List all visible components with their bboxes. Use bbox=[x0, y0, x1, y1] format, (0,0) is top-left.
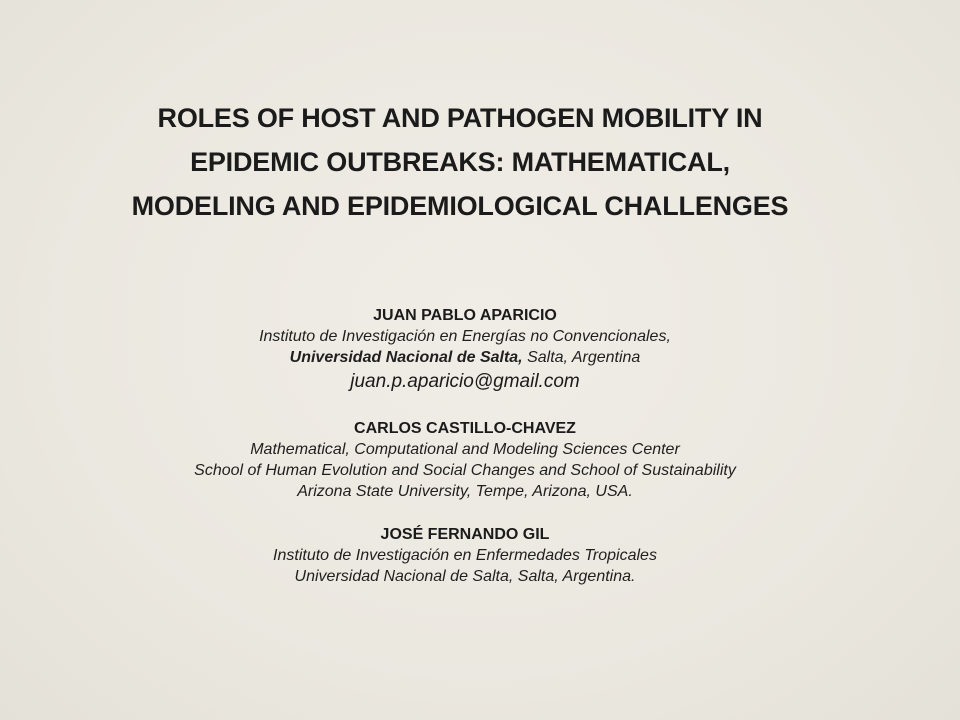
title-line-1: ROLES OF HOST AND PATHOGEN MOBILITY IN bbox=[157, 103, 763, 133]
author-name: CARLOS CASTILLO-CHAVEZ bbox=[354, 420, 576, 437]
author-block-gil bbox=[0, 524, 930, 587]
author-block-castillo-chavez bbox=[0, 418, 930, 502]
author-list bbox=[0, 305, 930, 609]
university-location: Salta, Argentina bbox=[522, 349, 641, 366]
author-affiliation bbox=[0, 347, 930, 368]
author-affiliation: Instituto de Investigación en Enfermedades Tropicales bbox=[273, 547, 657, 564]
author-affiliation: Arizona State University, Tempe, Arizona, USA. bbox=[297, 483, 633, 500]
author-affiliation: Instituto de Investigación en Energías no Convencionales, bbox=[259, 328, 671, 345]
title-line-3: MODELING AND EPIDEMIOLOGICAL CHALLENGES bbox=[131, 191, 789, 221]
university-name: Universidad Nacional de Salta, bbox=[289, 349, 523, 366]
slide-title bbox=[30, 96, 890, 228]
author-affiliation: Universidad Nacional de Salta, Salta, Argentina. bbox=[294, 568, 636, 585]
author-name: JOSÉ FERNANDO GIL bbox=[380, 526, 550, 543]
author-affiliation: Mathematical, Computational and Modeling Sciences Center bbox=[250, 441, 680, 458]
title-line-2: EPIDEMIC OUTBREAKS: MATHEMATICAL, bbox=[190, 147, 730, 177]
author-email: juan.p.aparicio@gmail.com bbox=[350, 371, 580, 392]
author-affiliation: School of Human Evolution and Social Changes and School of Sustainability bbox=[194, 462, 736, 479]
author-name: JUAN PABLO APARICIO bbox=[373, 307, 557, 324]
author-block-aparicio bbox=[0, 305, 930, 396]
